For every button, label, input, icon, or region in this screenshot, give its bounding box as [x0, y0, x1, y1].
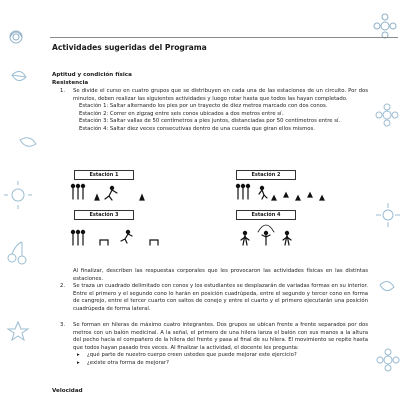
item-number: 3. — [60, 322, 66, 328]
station-2-text: Estación 2: Correr en zigzag entre seis conos ubicados a dos metros entre sí. — [79, 110, 284, 117]
activity-item-3 — [52, 322, 368, 367]
station-2-figures — [236, 184, 324, 200]
item-number: 2. — [60, 283, 66, 289]
question-1 — [73, 352, 368, 360]
item-number: 1. — [60, 88, 66, 94]
activity-item-2 — [52, 283, 368, 313]
section-heading: Aptitud y condición física — [52, 72, 132, 78]
station-3-figures — [71, 230, 158, 245]
station-3-label: Estación 3 — [74, 210, 134, 220]
station-3-text: Estación 3: Saltar vallas de 50 centímetros a pies juntos, distanciadas por 50 centímetros entre sí. — [79, 118, 341, 124]
closing-text: Al finalizar, describen las respuestas corporales que les provocaron las actividades físicas en las distintas estaciones. — [73, 268, 368, 282]
station-4-label: Estación 4 — [236, 210, 296, 220]
station-2-label: Estación 2 — [236, 170, 296, 180]
question-2 — [73, 360, 368, 368]
item-3-text: Se forman en hileras de máximo cuatro integrantes. Dos grupos se ubican frente a frente separados por dos metros con un balón medicinal. A la señal, el primero de una hilera lanza el balón con sus manos a la altura del pecho hacia el compañero de la hilera del frente y pasa al final de su hilera. El movimiento se repite hasta que todos hayan pasado tres veces. Al finalizar la actividad, el docente les pregunta: — [73, 322, 368, 351]
page-title: Actividades sugeridas del Programa — [52, 43, 207, 52]
bullet-arrow-icon: ▸ — [77, 359, 80, 366]
closing-paragraph — [73, 268, 368, 283]
station-4-figures — [241, 225, 291, 245]
station-4-text: Estación 4: Saltar diez veces consecutivas dentro de una cuerda que giran ellos mismos. — [79, 125, 315, 132]
station-1-figures — [71, 184, 144, 200]
subsection-heading: Resistencia — [52, 80, 89, 86]
question-1-text: ¿qué parte de nuestro cuerpo creen ustedes que puede mejorar este ejercicio? — [87, 352, 297, 358]
next-section-heading: Velocidad — [52, 388, 83, 394]
question-2-text: ¿existe otra forma de mejorar? — [87, 359, 169, 366]
station-1-text: Estación 1: Saltar alternando los pies por un trayecto de diez metros marcado con dos conos. — [79, 103, 328, 109]
station-1-label: Estación 1 — [74, 170, 134, 180]
item-1-intro: Se divide el curso en cuatro grupos que se distribuyen en cada una de las estaciones de un circuito. Por dos minutos, deben realizar las siguientes actividades y luego rotar hasta que todos las hayan completado. — [73, 88, 368, 102]
bullet-arrow-icon: ▸ — [77, 352, 80, 358]
item-2-text: Se traza un cuadrado delimitado con conos y los estudiantes se desplazarán de variadas formas en su interior. Entre el primero y el segundo cono lo harán en posición cuadrúpeda, entre el segundo y tercer cono en forma de cangrejo, entre el tercer cuarto con saltos de conejo y entre el cuarto y el primero ejecutarán una posición cuadrúpeda de forma lateral. — [73, 283, 368, 312]
